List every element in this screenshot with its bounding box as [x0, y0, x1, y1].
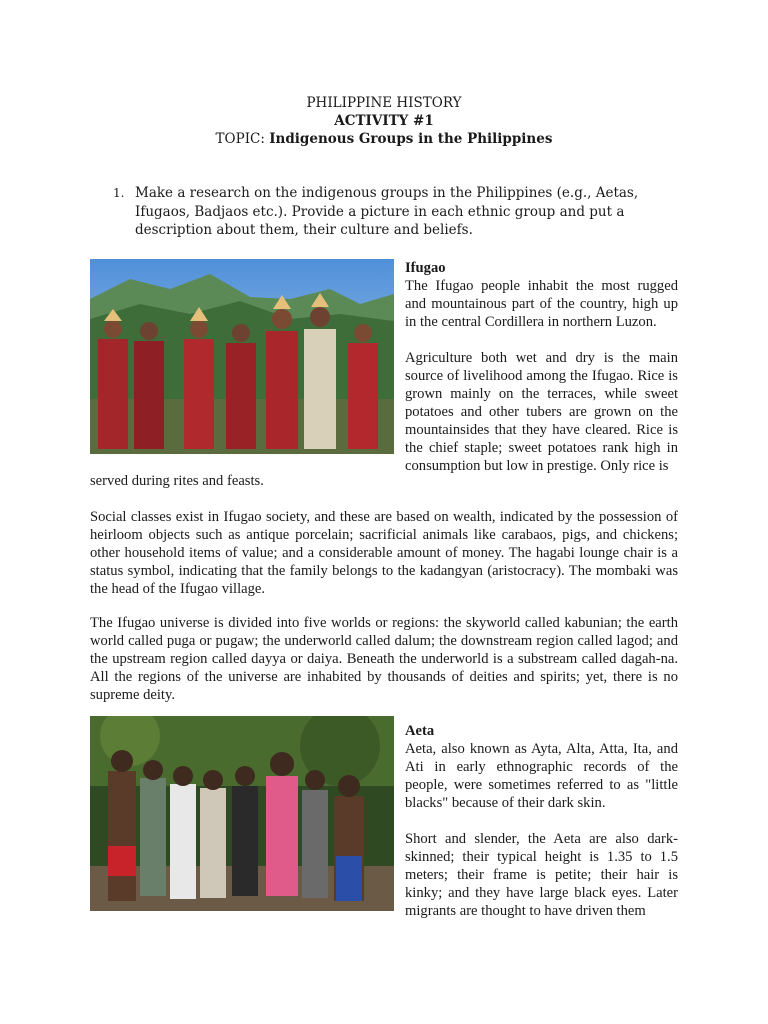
ifugao-paragraph-3: Social classes exist in Ifugao society, and these are based on wealth, indicated by the possession of heirloom objects such as antique porcelain; sacrificial animals like carabaos, pigs, and chickens; other household items of value; and a considerable amount of money. The hagabi lounge chair is a status symbol, indicating that the family belongs to the kadangyan (aristocracy). The mombaki was the head of the Ifugao village. — [90, 509, 678, 597]
document-header — [0, 94, 768, 148]
aeta-photo — [90, 716, 394, 911]
ifugao-paragraph-2-tail: served during rites and feasts. — [90, 473, 264, 489]
instruction-number: 1. — [113, 186, 125, 200]
activity-title: ACTIVITY #1 — [334, 113, 434, 129]
aeta-heading: Aeta — [405, 723, 435, 739]
subject-title: PHILIPPINE HISTORY — [306, 95, 462, 111]
topic-title: Indigenous Groups in the Philippines — [269, 131, 553, 147]
ifugao-paragraph-2: Agriculture both wet and dry is the main source of livelihood among the Ifugao. Rice is grown mainly on the terraces, while sweet potatoes and other tubers are grown on the mountainsides that they have cleared. Rice is the chief staple; sweet potatoes rank high in consumption but low in prestige. Only rice is — [405, 350, 678, 474]
instruction-text: Make a research on the indigenous groups in the Philippines (e.g., Aetas, Ifugaos, Badjaos etc.). Provide a picture in each ethnic group and put a description about them, their culture and beliefs. — [135, 185, 639, 238]
ifugao-paragraph-4: The Ifugao universe is divided into five worlds or regions: the skyworld called kabunian; the earth world called puga or pugaw; the underworld called dalum; the downstream region called lagod; and the upstream region called dayya or daiya. Beneath the underworld is a substream called dagah-na. All the regions of the universe are inhabited by thousands of deities and spirits; yet, there is no supreme deity. — [90, 615, 678, 703]
aeta-paragraph-2: Short and slender, the Aeta are also dark-skinned; their typical height is 1.35 to 1.5 meters; their frame is petite; their hair is kinky; and they have large black eyes. Later migrants are thought to have driven them — [405, 831, 678, 919]
aeta-group-image — [90, 716, 394, 911]
aeta-section — [405, 722, 678, 920]
aeta-paragraph-1: Aeta, also known as Ayta, Alta, Atta, Ita, and Ati in early ethnographic records of the people, were sometimes referred to as "little blacks" because of their dark skin. — [405, 741, 678, 811]
ifugao-photo — [90, 259, 394, 454]
topic-label: TOPIC: — [215, 131, 270, 147]
instruction-item — [113, 184, 673, 240]
ifugao-section — [405, 259, 678, 475]
ifugao-paragraph-1: The Ifugao people inhabit the most rugged and mountainous part of the country, high up in the central Cordillera in northern Luzon. — [405, 278, 678, 330]
topic-line — [0, 130, 768, 148]
ifugao-heading: Ifugao — [405, 260, 446, 276]
ifugao-group-image — [90, 259, 394, 454]
